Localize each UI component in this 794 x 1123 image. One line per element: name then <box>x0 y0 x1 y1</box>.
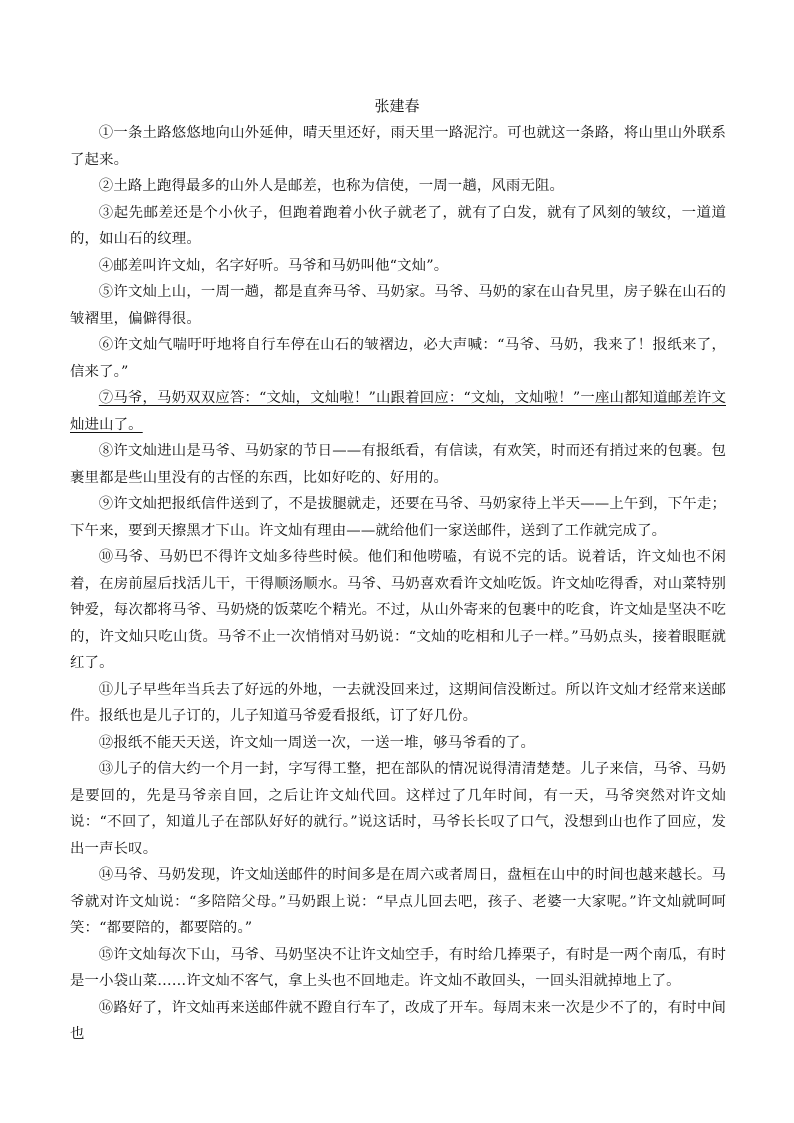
paragraph-text: ⑯路好了，许文灿再来送邮件就不蹬自行车了，改成了开车。每周末来一次是少不了的，有时中间也 <box>70 999 726 1042</box>
paragraph <box>70 385 726 438</box>
paragraph <box>70 173 726 200</box>
paragraph-text: ⑩马爷、马奶巴不得许文灿多待些时候。他们和他唠嗑，有说不完的话。说着话，许文灿也不闲着，在房前屋后找活儿干，干得顺汤顺水。马爷、马奶喜欢看许文灿吃饭。许文灿吃得香，对山菜特别钟爱，每次都将马爷、马奶烧的饭菜吃个精光。不过，从山外寄来的包裹中的吃食，许文灿是坚决不吃的，许文灿只吃山货。马爷不止一次悄悄对马奶说：“文灿的吃相和儿子一样。”马奶点头，接着眼眶就红了。 <box>70 549 726 671</box>
paragraph <box>70 200 726 253</box>
paragraph <box>70 677 726 730</box>
author-name: 张建春 <box>374 97 420 115</box>
paragraph <box>70 730 726 757</box>
paragraph-text: ⑤许文灿上山，一周一趟，都是直奔马爷、马奶家。马爷、马奶的家在山旮旯里，房子躲在山石的皱褶里，偏僻得很。 <box>70 284 726 327</box>
paragraph-text: ②土路上跑得最多的山外人是邮差，也称为信使，一周一趟，风雨无阻。 <box>98 178 565 194</box>
paragraph <box>70 942 726 995</box>
paragraph <box>70 279 726 332</box>
paragraph-text: ①一条土路悠悠地向山外延伸，晴天里还好，雨天里一路泥泞。可也就这一条路，将山里山外联系了起来。 <box>70 125 726 168</box>
paragraph-text: ⑪儿子早些年当兵去了好远的外地，一去就没回来过，这期间信没断过。所以许文灿才经常来送邮件。报纸也是儿子订的，儿子知道马爷爱看报纸，订了好几份。 <box>70 681 726 724</box>
paragraph-text: ⑭马爷、马奶发现，许文灿送邮件的时间多是在周六或者周日，盘桓在山中的时间也越来越长。马爷就对许文灿说：“多陪陪父母。”马奶跟上说：“早点儿回去吧，孩子、老婆一大家呢。”许文灿就呵呵笑：“都要陪的，都要陪的。” <box>70 867 726 936</box>
paragraph-text: ⑬儿子的信大约一个月一封，字写得工整，把在部队的情况说得清清楚楚。儿子来信，马爷、马奶是要回的，先是马爷亲自回，之后让许文灿代回。这样过了几年时间，有一天，马爷突然对许文灿说：“不回了，知道儿子在部队好好的就行。”说这话时，马爷长长叹了口气，没想到山也作了回应，发出一声长叹。 <box>70 761 726 857</box>
paragraph <box>70 438 726 491</box>
paragraph-text: ⑥许文灿气喘吁吁地将自行车停在山石的皱褶边，必大声喊：“马爷、马奶，我来了！报纸来了，信来了。” <box>70 337 726 380</box>
article-body <box>70 120 726 1048</box>
paragraph-text: ⑦马爷，马奶双双应答：“文灿，文灿啦！”山跟着回应：“文灿，文灿啦！”一座山都知道邮差许文灿进山了。 <box>70 390 726 433</box>
paragraph <box>70 862 726 942</box>
paragraph <box>70 544 726 677</box>
paragraph <box>70 253 726 280</box>
paragraph-text: ⑫报纸不能天天送，许文灿一周送一次，一送一堆，够马爷看的了。 <box>98 734 536 751</box>
paragraph <box>70 995 726 1048</box>
paragraph <box>70 120 726 173</box>
paragraph <box>70 491 726 544</box>
paragraph-text: ⑧许文灿进山是马爷、马奶家的节日——有报纸看，有信读，有欢笑，时而还有捎过来的包裹。包裹里都是些山里没有的古怪的东西，比如好吃的、好用的。 <box>70 443 726 486</box>
paragraph-text: ④邮差叫许文灿，名字好听。马爷和马奶叫他“文灿”。 <box>98 257 449 274</box>
paragraph-text: ⑨许文灿把报纸信件送到了，不是拔腿就走，还要在马爷、马奶家待上半天——上午到，下午走；下午来，要到天擦黑才下山。许文灿有理由——就给他们一家送邮件，送到了工作就完成了。 <box>70 496 726 539</box>
paragraph <box>70 332 726 385</box>
paragraph <box>70 756 726 862</box>
paragraph-text: ③起先邮差还是个小伙子，但跑着跑着小伙子就老了，就有了白发，就有了风刻的皱纹，一道道的，如山石的纹理。 <box>70 204 726 247</box>
paragraph-text: ⑮许文灿每次下山，马爷、马奶坚决不让许文灿空手，有时给几捧栗子，有时是一两个南瓜，有时是一小袋山菜……许文灿不客气，拿上头也不回地走。许文灿不敢回头，一回头泪就掉地上了。 <box>70 946 726 989</box>
